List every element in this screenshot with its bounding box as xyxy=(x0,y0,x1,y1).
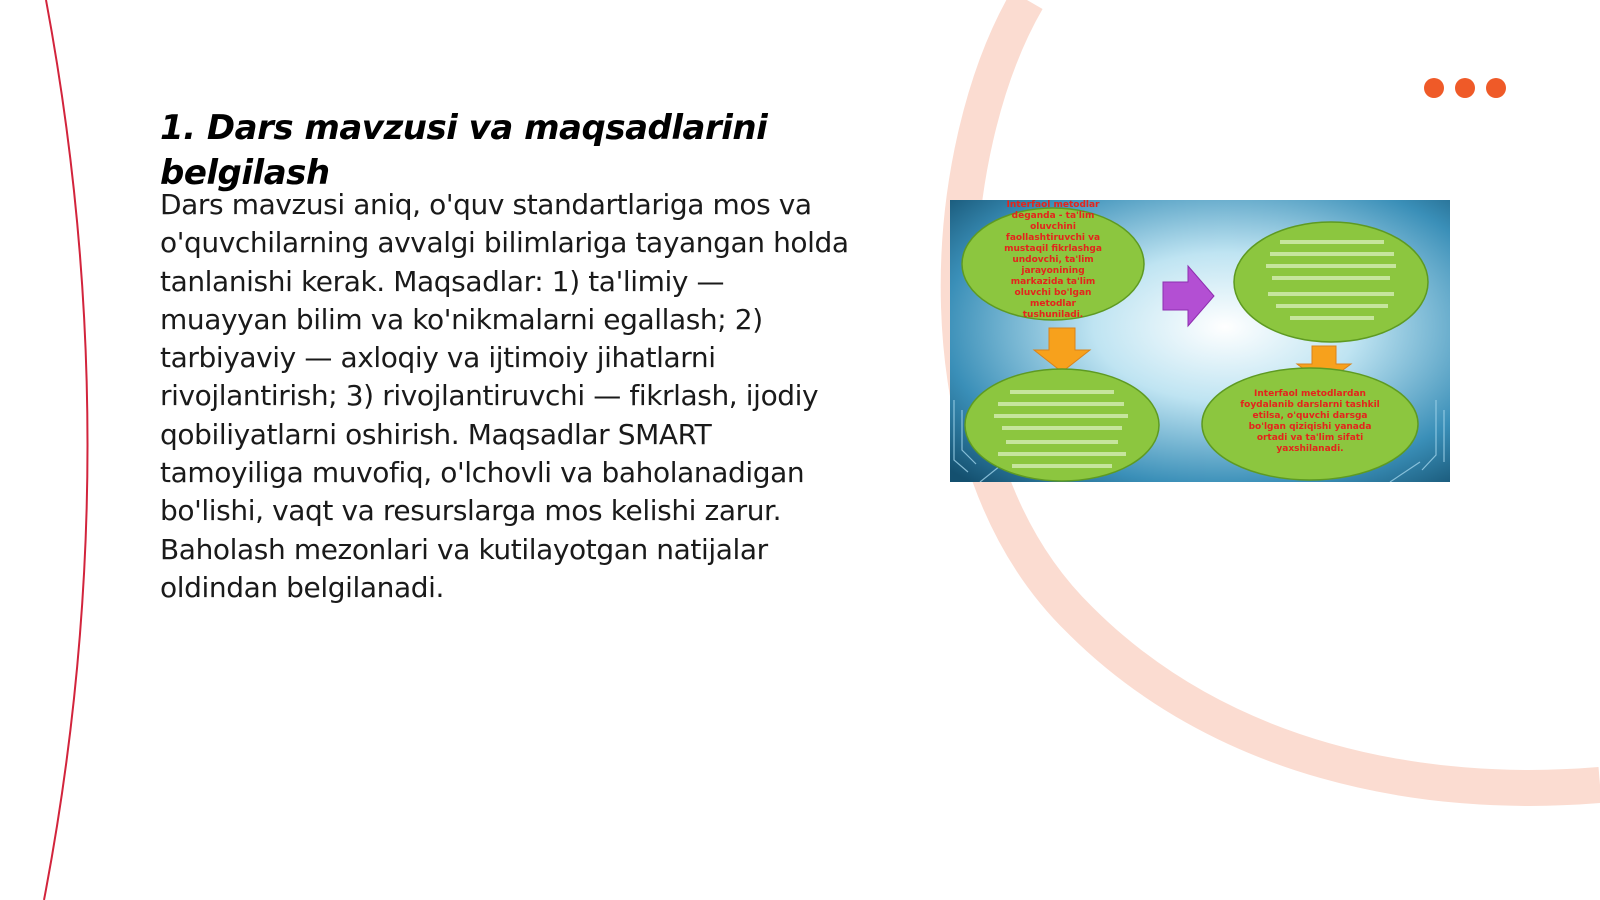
bubble-1-line: markazida ta'lim xyxy=(1010,277,1096,287)
slide-body-text: Dars mavzusi aniq, o'quv standartlariga mos va o'quvchilarning avvalgi bilimlariga tayangan holda tanlanishi kerak. Maqsadlar: 1) ta'limiy — muayyan bilim va ko'nikmalarni egallash; 2) tarbiyaviy — axloqiy va ijtimoiy jihatlarni rivojlantirish; 3) rivojlantiruvchi — fikrlash, ijodiy qobiliyatlarni oshirish. Maqsadlar SMART tamoyiliga muvofiq, o'lchovli va baholanadigan bo'lishi, vaqt va resurslarga mos kelishi zarur. Baholash mezonlari va kutilayotgan natijalar oldindan belgilanadi. xyxy=(160,188,849,604)
dot-icon xyxy=(1455,78,1475,98)
bubble-1-line: oluvchi bo'lgan xyxy=(1014,288,1092,298)
bubble-4-line: yaxshilanadi. xyxy=(1276,444,1344,454)
dot-icon xyxy=(1424,78,1444,98)
slide-title: 1. Dars mavzusi va maqsadlarini belgilash xyxy=(160,108,768,193)
bubble-4-line: etilsa, o'quvchi darsga xyxy=(1252,411,1368,421)
bubble-1-line: metodlar xyxy=(1029,299,1077,309)
bubble-4-line: bo'lgan qiziqishi yanada xyxy=(1248,422,1372,432)
bubble-1-line: undovchi, ta'lim xyxy=(1012,255,1094,265)
bubble-1-line: oluvchini xyxy=(1030,222,1076,232)
bubble-4-line: foydalanib darslarni tashkil xyxy=(1240,400,1380,410)
bubble-1-line: mustaqil fikrlashga xyxy=(1004,244,1102,254)
left-accent-curve xyxy=(44,0,88,900)
bubble-1-line: jarayonining xyxy=(1021,266,1085,276)
bubble-4-line: ortadi va ta'lim sifati xyxy=(1256,433,1364,443)
bubble-1-line: tushuniladi. xyxy=(1022,310,1084,320)
bubble-4-line: Interfaol metodlardan xyxy=(1254,389,1366,399)
dot-icon xyxy=(1486,78,1506,98)
bubble-1-line: deganda - ta'lim xyxy=(1011,211,1095,221)
bubble-1-line: faollashtiruvchi va xyxy=(1005,233,1101,243)
decorative-dots xyxy=(1424,78,1510,100)
bubble-1-line: Interfaol metodlar xyxy=(1006,200,1100,210)
interactive-methods-diagram xyxy=(950,200,1450,482)
